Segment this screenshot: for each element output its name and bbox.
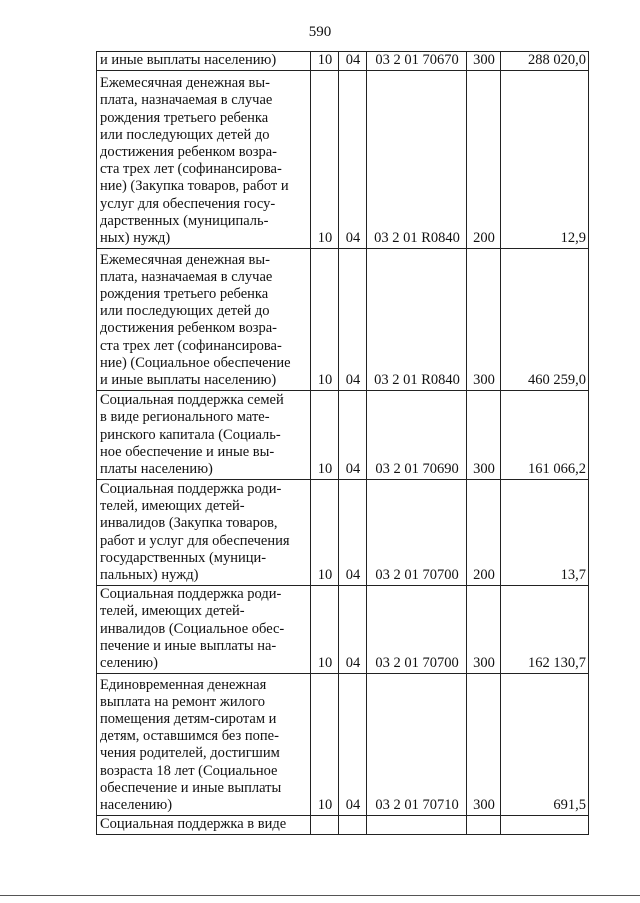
row-description: Социальная поддержка роди- телей, имеющих детей- инвалидов (Закупка товаров, работ и услуг для обеспечения государственных (муници- пальных) нужд) [97,480,311,586]
expense-type-code: 300 [467,249,501,391]
row-description: Социальная поддержка семей в виде регионального мате- ринского капитала (Социаль- ное обеспечение и иные вы- платы населению) [97,391,311,480]
table-row [97,674,589,816]
amount [501,816,589,835]
subsection-code: 04 [339,674,367,816]
section-code: 10 [311,249,339,391]
amount: 691,5 [501,674,589,816]
section-code: 10 [311,71,339,249]
target-article-code: 03 2 01 70710 [367,674,467,816]
budget-table [96,51,589,835]
section-code: 10 [311,52,339,71]
expense-type-code [467,816,501,835]
subsection-code: 04 [339,480,367,586]
amount: 161 066,2 [501,391,589,480]
subsection-code: 04 [339,249,367,391]
table-row [97,52,589,71]
target-article-code [367,816,467,835]
expense-type-code: 300 [467,674,501,816]
amount: 13,7 [501,480,589,586]
section-code: 10 [311,480,339,586]
expense-type-code: 300 [467,586,501,674]
subsection-code: 04 [339,586,367,674]
table-row [97,480,589,586]
subsection-code: 04 [339,71,367,249]
expense-type-code: 200 [467,480,501,586]
page-number: 590 [308,24,332,40]
amount: 288 020,0 [501,52,589,71]
subsection-code [339,816,367,835]
target-article-code: 03 2 01 R0840 [367,249,467,391]
subsection-code: 04 [339,52,367,71]
row-description: Социальная поддержка роди- телей, имеющих детей- инвалидов (Социальное обес- печение и иные выплаты на- селению) [97,586,311,674]
section-code: 10 [311,391,339,480]
section-code [311,816,339,835]
row-description: Социальная поддержка в виде [97,816,311,835]
target-article-code: 03 2 01 70700 [367,586,467,674]
table-row [97,586,589,674]
section-code: 10 [311,674,339,816]
section-code: 10 [311,586,339,674]
target-article-code: 03 2 01 70690 [367,391,467,480]
table-row [97,71,589,249]
scan-edge-line [0,895,640,896]
amount: 460 259,0 [501,249,589,391]
expense-type-code: 300 [467,52,501,71]
target-article-code: 03 2 01 R0840 [367,71,467,249]
amount: 162 130,7 [501,586,589,674]
amount: 12,9 [501,71,589,249]
table-row [97,816,589,835]
row-description: и иные выплаты населению) [97,52,311,71]
table-row [97,391,589,480]
row-description: Единовременная денежная выплата на ремонт жилого помещения детям-сиротам и детям, оставшимся без попе- чения родителей, достигшим возраста 18 лет (Социальное обеспечение и иные выплаты населению) [97,674,311,816]
target-article-code: 03 2 01 70670 [367,52,467,71]
expense-type-code: 300 [467,391,501,480]
subsection-code: 04 [339,391,367,480]
target-article-code: 03 2 01 70700 [367,480,467,586]
row-description: Ежемесячная денежная вы- плата, назначаемая в случае рождения третьего ребенка или последующих детей до достижения ребенком возра- ста трех лет (софинансирова- ние) (Закупка товаров, работ и услуг для обеспечения госу- дарственных (муниципаль- ных) нужд) [97,71,311,249]
expense-type-code: 200 [467,71,501,249]
row-description: Ежемесячная денежная вы- плата, назначаемая в случае рождения третьего ребенка или последующих детей до достижения ребенком возра- ста трех лет (софинансирова- ние) (Социальное обеспечение и иные выплаты населению) [97,249,311,391]
table-row [97,249,589,391]
